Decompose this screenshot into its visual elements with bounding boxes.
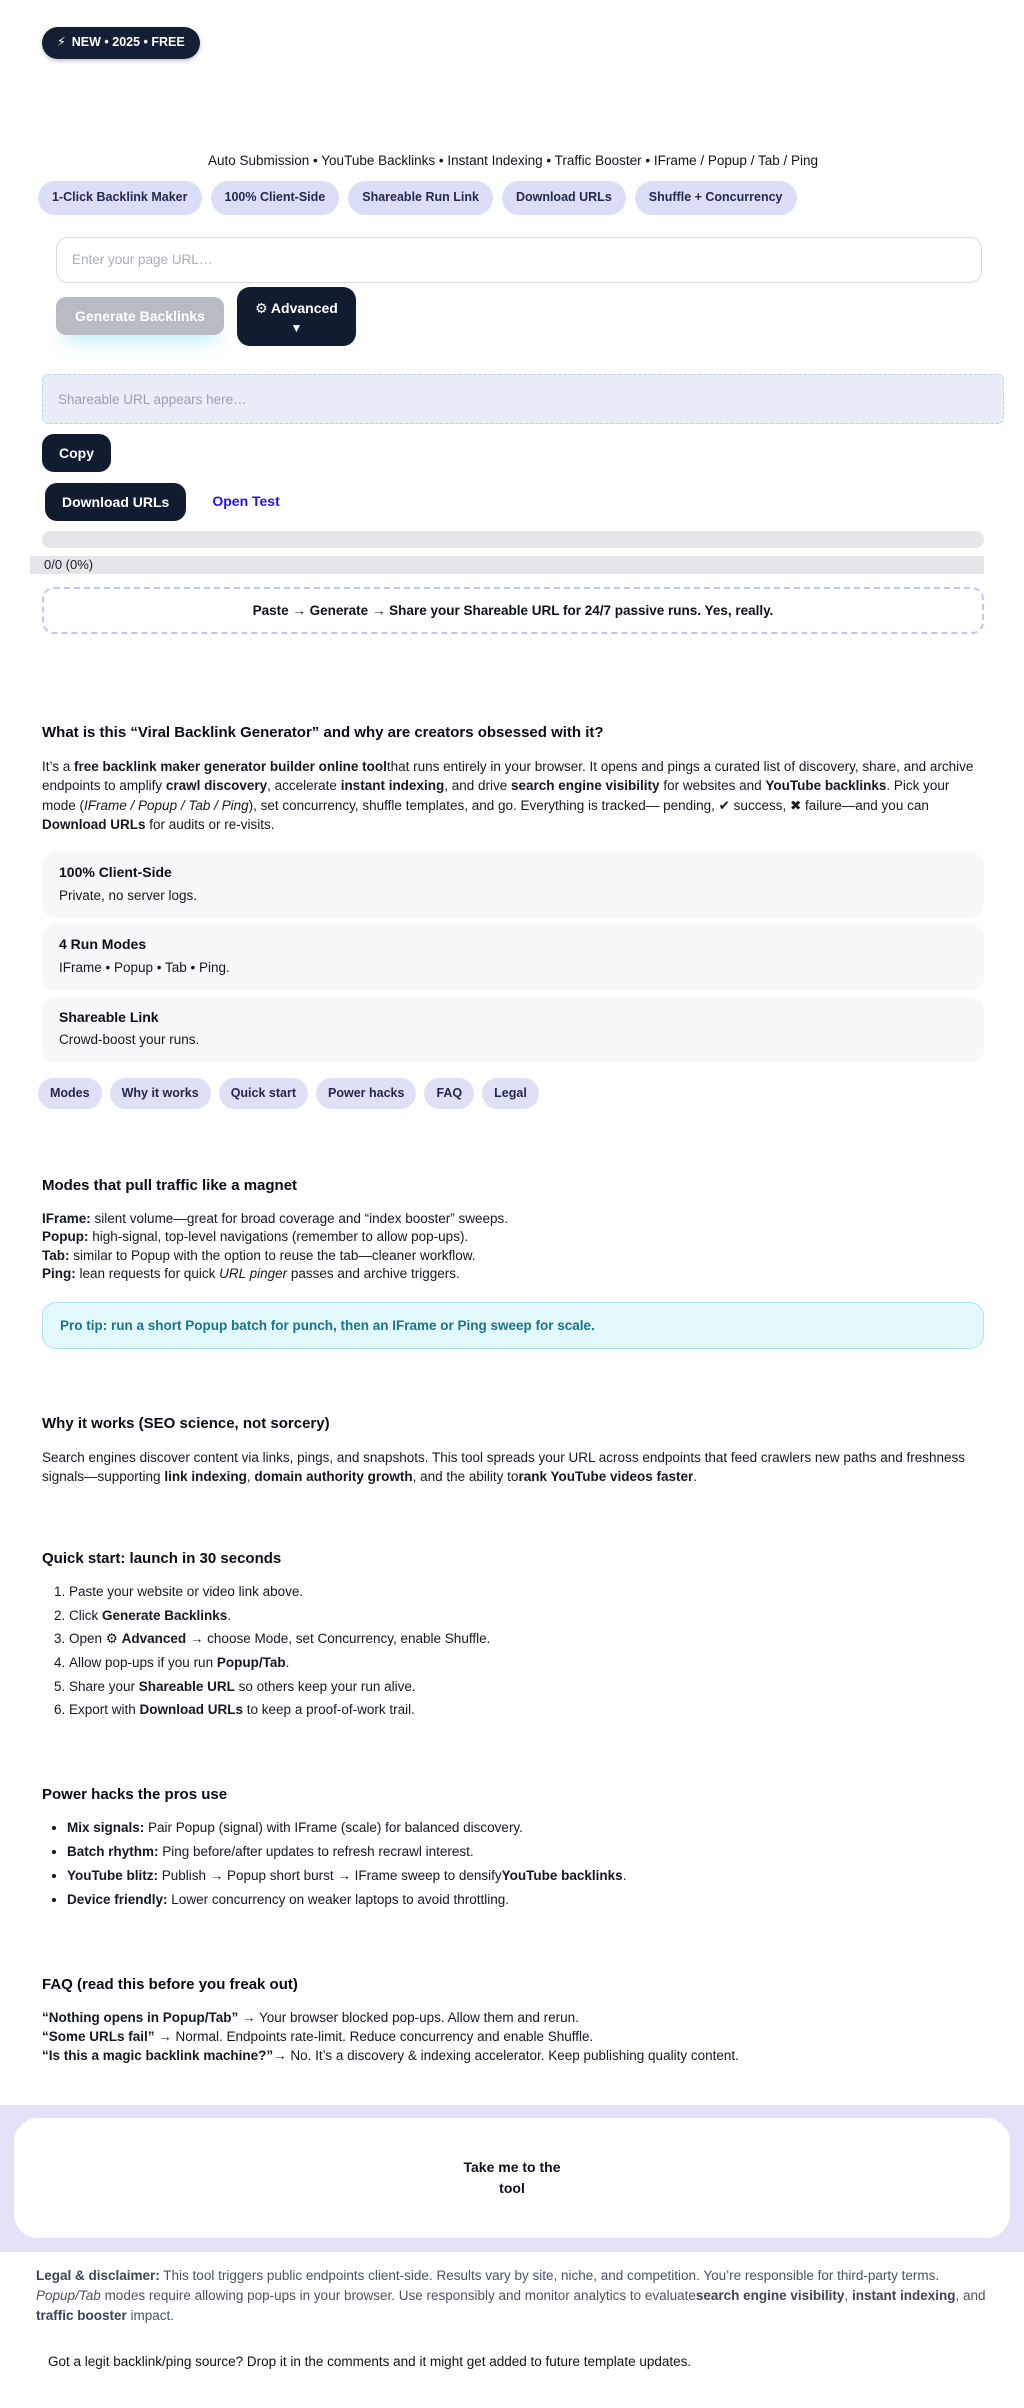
quickstart-steps <box>69 1582 984 1719</box>
faq-question: “Nothing opens in Popup/Tab” <box>42 2009 239 2025</box>
new-badge <box>42 27 200 59</box>
faq-answer: → Your browser blocked pop-ups. Allow them and rerun. <box>238 2009 579 2025</box>
nav-pill-faq[interactable]: FAQ <box>424 1078 474 1110</box>
mode-text: passes and archive triggers. <box>287 1266 460 1282</box>
step-item <box>69 1582 984 1601</box>
step-item <box>69 1677 984 1696</box>
lightning-icon: ⚡ <box>57 35 66 49</box>
text: for audits or re-visits. <box>145 817 275 832</box>
hack-item <box>67 1890 984 1909</box>
cta-label: Take me to the tool <box>463 2158 561 2197</box>
card-desc: IFrame • Popup • Tab • Ping. <box>59 960 230 976</box>
chip-download-urls: Download URLs <box>502 181 626 215</box>
text: to keep a proof-of-work trail. <box>243 1702 415 1718</box>
tagline: Auto Submission • YouTube Backlinks • Instant Indexing • Traffic Booster • IFrame / Popup / Tab / Ping <box>208 152 818 168</box>
feature-chips <box>38 181 984 215</box>
mode-text: lean requests for quick <box>75 1266 220 1282</box>
mode-tab <box>42 1247 984 1266</box>
hack-item <box>67 1842 984 1861</box>
card-title: 100% Client-Side <box>59 864 172 881</box>
text-bold: instant indexing <box>340 778 445 794</box>
faq-item <box>42 2027 984 2046</box>
page-url-input[interactable] <box>56 237 982 283</box>
text: , <box>844 2287 852 2303</box>
text: , <box>246 1468 255 1484</box>
text: . Pick your mode ( <box>42 778 950 813</box>
mode-popup <box>42 1228 984 1247</box>
text-bold: Popup/Tab <box>216 1655 286 1671</box>
text-bold: Batch rhythm: <box>67 1844 159 1860</box>
card-desc: Private, no server logs. <box>59 888 198 904</box>
download-urls-button[interactable]: Download URLs <box>45 483 186 521</box>
legal-disclaimer <box>0 2252 1024 2325</box>
card-title: 4 Run Modes <box>59 936 147 953</box>
community-note: Got a legit backlink/ping source? Drop it in the comments and it might get added to future template updates. <box>48 2354 692 2370</box>
text-bold: search engine visibility <box>511 778 660 794</box>
text: . <box>285 1655 290 1671</box>
text-bold: Device friendly: <box>67 1892 168 1908</box>
take-me-to-the-tool-button[interactable] <box>14 2118 1010 2238</box>
card-title: Shareable Link <box>59 1008 159 1025</box>
power-hacks-heading: Power hacks the pros use <box>42 1785 228 1803</box>
mode-text-italic: URL pinger <box>219 1266 288 1282</box>
text: . <box>622 1868 627 1884</box>
why-section <box>42 1413 984 1486</box>
text: for websites and <box>659 778 766 794</box>
text-bold: Advanced <box>121 1631 187 1647</box>
text: ), set concurrency, shuffle templates, and go. Everything is tracked— pending, ✔ success, ✖ failure—and you can <box>248 797 929 813</box>
about-section <box>42 722 984 1109</box>
why-paragraph <box>42 1448 984 1486</box>
step-item <box>69 1629 984 1648</box>
text-bold: domain authority growth <box>254 1468 413 1484</box>
text: impact. <box>126 2307 175 2323</box>
section-nav <box>38 1078 984 1110</box>
mode-label: Popup: <box>42 1229 89 1245</box>
progress-bar <box>42 531 984 548</box>
text-bold: YouTube backlinks <box>765 778 887 794</box>
text-bold: Shareable URL <box>138 1678 235 1694</box>
progress-status: 0/0 (0%) <box>30 556 984 574</box>
text: Publish → Popup short burst → IFrame sweep to densify <box>157 1868 502 1884</box>
text: Export with <box>69 1702 140 1718</box>
faq-question: “Some URLs fail” <box>42 2028 155 2044</box>
text: , accelerate <box>267 778 341 794</box>
mode-label: IFrame: <box>42 1210 91 1226</box>
pro-tip-box: Pro tip: run a short Popup batch for punch, then an IFrame or Ping sweep for scale. <box>42 1302 984 1349</box>
text: Allow pop-ups if you run <box>69 1655 217 1671</box>
faq-section <box>42 1974 984 2066</box>
chevron-down-icon: ▼ <box>290 321 303 336</box>
hack-item <box>67 1866 984 1885</box>
chip-client-side: 100% Client-Side <box>211 181 340 215</box>
text-bold: traffic booster <box>36 2307 127 2323</box>
mode-text: similar to Popup with the option to reuse the tab—cleaner workflow. <box>69 1247 476 1263</box>
text-bold: Mix signals: <box>67 1819 145 1835</box>
mode-label: Tab: <box>42 1247 70 1263</box>
advanced-label: Advanced <box>270 299 338 316</box>
text: It’s a <box>42 758 75 774</box>
card-client-side <box>42 852 984 918</box>
mode-iframe <box>42 1210 984 1229</box>
nav-pill-why-it-works[interactable]: Why it works <box>110 1078 211 1110</box>
power-hacks-list <box>67 1818 984 1910</box>
quickstart-section <box>42 1548 984 1720</box>
modes-section <box>42 1175 984 1349</box>
power-hacks-section <box>42 1784 984 1910</box>
copy-button[interactable]: Copy <box>42 434 111 472</box>
text: Search engines discover content via links, pings, and snapshots. This tool spreads your URL across endpoints that feed crawlers new paths and freshness signals—supporting <box>42 1449 966 1484</box>
text: so others keep your run alive. <box>234 1678 416 1694</box>
chip-shuffle-concurrency: Shuffle + Concurrency <box>635 181 797 215</box>
text: . <box>227 1607 232 1623</box>
chip-shareable-run-link: Shareable Run Link <box>348 181 493 215</box>
generate-backlinks-button[interactable]: Generate Backlinks <box>56 297 224 335</box>
text: Share your <box>69 1678 139 1694</box>
modes-heading: Modes that pull traffic like a magnet <box>42 1177 298 1195</box>
hack-item <box>67 1818 984 1837</box>
text-bold: Legal & disclaimer: <box>36 2268 160 2284</box>
card-run-modes <box>42 924 984 990</box>
text: modes require allowing pop-ups in your browser. Use responsibly and monitor analytics to evaluate <box>100 2287 696 2303</box>
text-bold: instant indexing <box>851 2287 956 2303</box>
mode-text: high-signal, top-level navigations (remember to allow pop-ups). <box>88 1229 469 1245</box>
step-item <box>69 1653 984 1672</box>
faq-heading: FAQ (read this before you freak out) <box>42 1975 298 1993</box>
text: , and drive <box>444 778 511 794</box>
about-heading: What is this “Viral Backlink Generator” and why are creators obsessed with it? <box>42 724 604 742</box>
text-bold: Generate Backlinks <box>102 1607 228 1623</box>
text: Click <box>69 1607 102 1623</box>
usage-hint-box: Paste → Generate → Share your Shareable URL for 24/7 passive runs. Yes, really. <box>42 587 984 634</box>
text: that runs entirely in your browser. It opens and pings a curated list of discovery, share, and archive endpoints to amplify <box>42 758 974 794</box>
text-bold: link indexing <box>164 1468 247 1484</box>
text: → choose Mode, set Concurrency, enable Shuffle. <box>186 1631 491 1647</box>
nav-pill-power-hacks[interactable]: Power hacks <box>316 1078 416 1110</box>
mode-text: silent volume—great for broad coverage and “index booster” sweeps. <box>90 1210 509 1226</box>
mode-ping <box>42 1265 984 1284</box>
faq-answer: → No. It’s a discovery & indexing accelerator. Keep publishing quality content. <box>273 2048 739 2064</box>
shareable-url-output[interactable] <box>42 374 1004 424</box>
nav-pill-modes[interactable]: Modes <box>38 1078 102 1110</box>
text: , and the ability to <box>412 1468 519 1484</box>
card-shareable-link <box>42 997 984 1063</box>
text: This tool triggers public endpoints client-side. Results vary by site, niche, and competition. You’re responsible for third-party terms. <box>159 2268 940 2284</box>
text: Lower concurrency on weaker laptops to avoid throttling. <box>167 1892 509 1908</box>
quickstart-heading: Quick start: launch in 30 seconds <box>42 1549 282 1567</box>
text-bold: search engine visibility <box>695 2287 845 2303</box>
text: Open ⚙ <box>69 1631 122 1647</box>
text-italic: IFrame / Popup / Tab / Ping <box>84 797 249 813</box>
chip-backlink-maker: 1-Click Backlink Maker <box>38 181 202 215</box>
faq-item <box>42 2008 984 2027</box>
cta-section <box>0 2105 1024 2252</box>
open-test-link[interactable]: Open Test <box>212 493 280 510</box>
faq-answer: → Normal. Endpoints rate-limit. Reduce concurrency and enable Shuffle. <box>154 2028 594 2044</box>
text: . <box>693 1468 698 1484</box>
text-bold: crawl discovery <box>165 778 268 794</box>
badge-label: NEW • 2025 • FREE <box>71 35 185 49</box>
text: Pair Popup (signal) with IFrame (scale) for balanced discovery. <box>144 1819 523 1835</box>
text-bold: free backlink maker generator builder online tool <box>74 758 387 774</box>
advanced-toggle-button[interactable] <box>237 287 356 347</box>
text: Paste your website or video link above. <box>69 1584 304 1600</box>
text-bold: rank YouTube videos faster <box>518 1468 694 1484</box>
text: Ping before/after updates to refresh recrawl interest. <box>158 1844 474 1860</box>
faq-question: “Is this a magic backlink machine?” <box>42 2048 274 2064</box>
text-italic: Popup/Tab <box>36 2287 101 2303</box>
nav-pill-legal[interactable]: Legal <box>482 1078 539 1110</box>
about-paragraph <box>42 757 984 835</box>
feature-cards <box>42 852 984 1062</box>
why-heading: Why it works (SEO science, not sorcery) <box>42 1415 330 1433</box>
action-row <box>42 287 984 347</box>
text-bold: YouTube blitz: <box>67 1868 158 1884</box>
card-desc: Crowd-boost your runs. <box>59 1032 200 1048</box>
mode-label: Ping: <box>42 1266 76 1282</box>
faq-item <box>42 2046 984 2065</box>
step-item <box>69 1606 984 1625</box>
text-bold: Download URLs <box>42 817 146 832</box>
download-row <box>42 483 984 521</box>
text-bold: YouTube backlinks <box>501 1868 623 1884</box>
step-item <box>69 1700 984 1719</box>
text-bold: Download URLs <box>139 1702 244 1718</box>
nav-pill-quick-start[interactable]: Quick start <box>219 1078 308 1110</box>
gear-icon: ⚙ <box>254 299 268 316</box>
text: , and <box>955 2287 986 2303</box>
